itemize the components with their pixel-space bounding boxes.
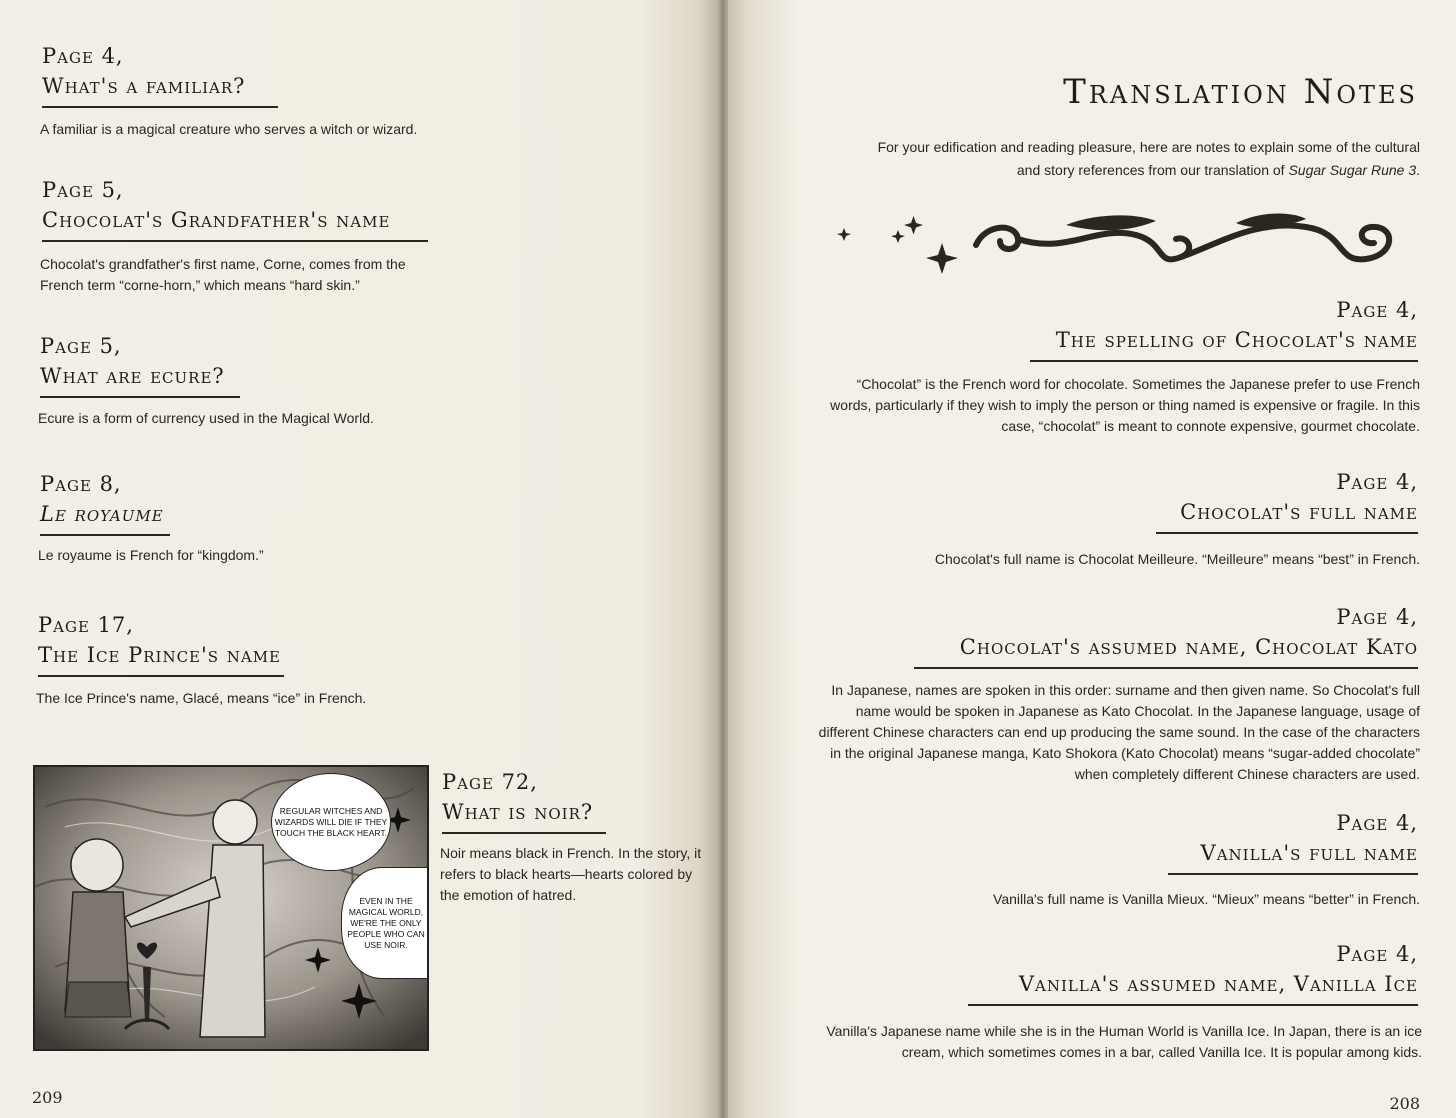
divider: [968, 1004, 1418, 1006]
intro-text-start: For your edification and reading pleasure, here are notes to explain some of the cultural and story references from our translation of: [877, 139, 1420, 178]
note-page-ref: Page 5,: [42, 178, 124, 202]
note-page-ref: Page 4,: [1336, 470, 1418, 494]
divider: [1030, 360, 1418, 362]
manga-panel: [33, 765, 429, 1051]
book-gutter: [718, 0, 728, 1118]
note-heading: [38, 613, 284, 677]
note-title: Le royaume: [40, 502, 164, 526]
note-page-ref: Page 4,: [1336, 298, 1418, 322]
note-text: A familiar is a magical creature who serves a witch or wizard.: [40, 121, 418, 137]
divider: [42, 240, 428, 242]
note-title: The Ice Prince's name: [38, 643, 282, 667]
page-number-right: 208: [1389, 1094, 1420, 1113]
note-heading: [42, 178, 428, 242]
divider: [1168, 873, 1418, 875]
note-page-ref: Page 4,: [42, 44, 124, 68]
note-page-ref: Page 4,: [1336, 605, 1418, 629]
note-page-ref: Page 72,: [442, 770, 538, 794]
note-heading: [1156, 470, 1418, 534]
intro-text: [860, 136, 1420, 182]
note-heading: [42, 44, 278, 108]
note-text: Vanilla's Japanese name while she is in the Human World is Vanilla Ice. In Japan, there is an ice cream, which sometimes comes in a bar, called Vanilla Ice. It is popular among kids.: [826, 1023, 1422, 1060]
note-title: Chocolat's assumed name, Chocolat Kato: [959, 635, 1418, 659]
book-title: Sugar Sugar Rune 3: [1288, 162, 1417, 178]
note-title: What's a familiar?: [42, 74, 246, 98]
note-heading: [914, 605, 1418, 669]
note-heading: [1168, 811, 1418, 875]
ornament-divider-icon: [836, 205, 1416, 275]
note-text: Chocolat's grandfather's first name, Corne, comes from the French term “corne-horn,” which means “hard skin.”: [40, 256, 406, 293]
note-title: Vanilla's full name: [1200, 841, 1418, 865]
note-title: The spelling of Chocolat's name: [1055, 328, 1418, 352]
divider: [914, 667, 1418, 669]
note-text: The Ice Prince's name, Glacé, means “ice” in French.: [36, 690, 367, 706]
note-page-ref: Page 17,: [38, 613, 134, 637]
note-title: What are ecure?: [40, 364, 225, 388]
note-title: Chocolat's Grandfather's name: [42, 208, 391, 232]
note-title: What is noir?: [442, 800, 594, 824]
intro-text-end: .: [1416, 162, 1420, 178]
page-title: Translation Notes: [1063, 72, 1418, 112]
speech-bubble: REGULAR WITCHES AND WIZARDS WILL DIE IF THEY TOUCH THE BLACK HEART.: [271, 773, 391, 871]
divider: [40, 534, 170, 536]
note-title: Chocolat's full name: [1180, 500, 1418, 524]
note-page-ref: Page 4,: [1336, 942, 1418, 966]
note-heading: [1030, 298, 1418, 362]
note-heading: [968, 942, 1418, 1006]
note-text: Ecure is a form of currency used in the Magical World.: [38, 410, 374, 426]
note-text: Le royaume is French for “kingdom.”: [38, 547, 264, 563]
note-text: Vanilla's full name is Vanilla Mieux. “Mieux” means “better” in French.: [993, 891, 1420, 907]
note-text: Noir means black in French. In the story, it refers to black hearts—hearts colored by the emotion of hatred.: [440, 845, 702, 903]
note-heading: [40, 334, 240, 398]
note-text: In Japanese, names are spoken in this order: surname and then given name. So Chocolat's full name would be spoken in Japanese as Kato Chocolat. In the Japanese language, usage of different Chinese characters can end up producing the same sound. In the case of the characters in the original Japanese manga, Kato Shokora (Kato Chocolat) means “sugar-added chocolate” when completely different Chinese characters are used.: [818, 682, 1420, 782]
divider: [442, 832, 606, 834]
note-heading: [40, 472, 170, 536]
divider: [42, 106, 278, 108]
girl-figure: [65, 839, 131, 1017]
note-text: “Chocolat” is the French word for chocolate. Sometimes the Japanese prefer to use French words, particularly if they wish to imply the person or thing named is expensive or fragile. In this case, “chocolat” is meant to connote expensive, gourmet chocolate.: [830, 376, 1420, 434]
note-page-ref: Page 8,: [40, 472, 122, 496]
note-page-ref: Page 4,: [1336, 811, 1418, 835]
note-title: Vanilla's assumed name, Vanilla Ice: [1018, 972, 1418, 996]
page-number-left: 209: [32, 1088, 63, 1107]
divider: [1156, 532, 1418, 534]
divider: [38, 675, 284, 677]
note-heading: [442, 770, 606, 834]
divider: [40, 396, 240, 398]
note-text: Chocolat's full name is Chocolat Meilleure. “Meilleure” means “best” in French.: [934, 551, 1420, 567]
speech-bubble: EVEN IN THE MAGICAL WORLD, WE'RE THE ONLY PEOPLE WHO CAN USE NOIR.: [341, 867, 429, 979]
note-page-ref: Page 5,: [40, 334, 122, 358]
